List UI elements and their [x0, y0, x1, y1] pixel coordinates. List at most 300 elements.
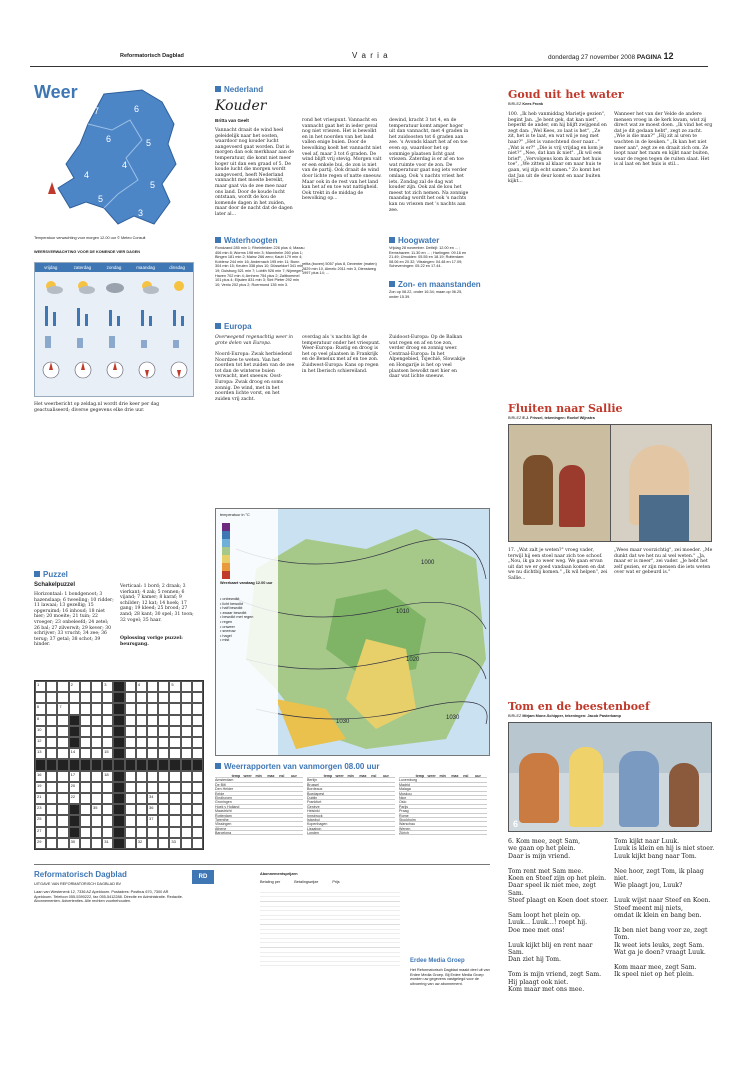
crossword-cell: [147, 737, 158, 748]
forecast-day: zondag: [106, 265, 122, 270]
forecast-table: [34, 262, 194, 397]
story-line: niet.: [614, 875, 629, 883]
story-line: omdat ik klein en bang ben.: [614, 912, 702, 920]
crossword-cell: [69, 681, 80, 692]
weather-icons: [46, 281, 184, 294]
crossword-cell: [69, 815, 80, 826]
table-row: Maastricht: [215, 809, 303, 813]
weerrapporten-col-label: temp: [231, 774, 241, 778]
crossword-cell: [125, 782, 136, 793]
crossword-cell: [80, 804, 91, 815]
crossword-cell: [46, 782, 57, 793]
crossword-cell: [192, 793, 203, 804]
crossword-cell: [91, 804, 102, 815]
isobar-label: 1020: [406, 657, 420, 663]
crossword-cell: [102, 759, 113, 770]
puzzel-head-text: Puzzel: [43, 570, 68, 579]
crossword-cell: [147, 827, 158, 838]
tom-illustration: [508, 722, 712, 832]
crossword-cell: [192, 804, 203, 815]
crossword-cell: [102, 793, 113, 804]
crossword-cell: [69, 827, 80, 838]
crossword-cell: [80, 703, 91, 714]
table-row: Rotterdam: [215, 814, 303, 818]
crossword-cell: [136, 715, 147, 726]
sallie-col1: 17. „Wat zalt je weten?" vroeg vader, terwijl hij een stoel naar zich toe schoof. „Nou, ik ga zo weer weg. We gaan ervan uit dat we er goed vandaan komen en dat we nu dichtbij komen." „Ik wil helpen", zei Sallie...: [508, 548, 608, 581]
crossword-number: 2: [70, 682, 73, 687]
crossword-cell: [91, 692, 102, 703]
crossword-cell: [35, 703, 46, 714]
legend-item: • onweer: [220, 624, 235, 629]
crossword-number: 14: [70, 749, 76, 755]
crossword-cell: [125, 748, 136, 759]
hoogwater-text: Vrijdag 28 november. Delfzijl: 12.00 en ... ; Eemshaven: 11.30 en ... ; Harlingen: 09.16 en 21.49; IJmuiden: 05.55 en 18.19; Rotterdam: 08.06 en 20.32; Vlissingen: 04.48 en 17.09; Scheveningen: 05.22 en 17.44.: [389, 246, 467, 269]
crossword-cell: [35, 827, 46, 838]
crossword-number: 22: [70, 793, 76, 799]
crossword-number: 35: [92, 805, 98, 811]
crossword-cell: [46, 793, 57, 804]
crossword-cell: [102, 692, 113, 703]
crossword-cell: [147, 748, 158, 759]
table-row: Rome: [399, 814, 487, 818]
map-temp: 6: [134, 104, 140, 114]
crossword-cell: [46, 703, 57, 714]
crossword-number: 34: [148, 793, 154, 799]
crossword-cell: [147, 815, 158, 826]
story-line: Hij plaagt ook niet.: [508, 978, 569, 986]
crossword-cell: [125, 838, 136, 849]
crossword-cell: [80, 771, 91, 782]
story-line: Steef plaagt en Koen doet stoer.: [508, 897, 609, 905]
legend-item: • sneeuw: [220, 629, 236, 634]
nederland-col1: Vannacht draait de wind heel geleidelijk naar het oosten, waardoor nog kouder lucht aangevoerd gaat worden. Dat is morgen dan ook merkbaar aan de temperatuur, die komt niet meer hoger uit dan een graad of 5. De koude lucht die morgen wordt aangevoerd, heeft Nederland vannacht met moeite bereikt, maar gaat via de zee mee naar ons land. Door de koude lucht ontstaan, wordt de kou de komende dagen in het zuiden, maar door de nacht dat de dagen later al...: [215, 128, 294, 217]
crossword-cell: [113, 715, 124, 726]
crossword-cell: [169, 782, 180, 793]
crossword-cell: [181, 692, 192, 703]
crossword-cell: [46, 827, 57, 838]
crossword-cell: [102, 815, 113, 826]
crossword-cell: [181, 737, 192, 748]
story-line: Sam loopt het plein op.: [508, 912, 581, 920]
crossword-cell: [192, 771, 203, 782]
crossword-cell: [147, 726, 158, 737]
story-line: Doe mee met ons!: [508, 926, 565, 934]
weerrapporten-col-label: nsl: [463, 774, 469, 778]
crossword-cell: [35, 759, 46, 770]
forecast-days: [35, 263, 193, 272]
goud-byline-name: Kees Fronk: [522, 102, 544, 106]
crossword-cell: [35, 771, 46, 782]
zon-maan-text: Zon op 08.22, onder 16.34; maan op 06.25, onder 15.39.: [389, 290, 463, 299]
crossword-cell: [113, 726, 124, 737]
north-arrow-icon: [48, 182, 56, 194]
hoogwater-head-text: Hoogwater: [398, 236, 440, 245]
crossword-cell: [80, 737, 91, 748]
crossword-cell: [158, 703, 169, 714]
price-col: Betalingswijze: [294, 880, 319, 884]
table-row: Moskou: [399, 792, 487, 796]
crossword-cell: [35, 726, 46, 737]
crossword-cell: [169, 681, 180, 692]
crossword-cell: [125, 703, 136, 714]
story-line: [614, 919, 716, 926]
weerrapporten-head-text: Weerrapporten van vanmorgen 08.00 uur: [224, 762, 380, 771]
crossword-cell: [113, 815, 124, 826]
crossword-cell: [46, 737, 57, 748]
crossword-number: 19: [37, 782, 42, 788]
map-temp: 5: [146, 138, 152, 148]
crossword-cell: [125, 827, 136, 838]
crossword-cell: [113, 681, 124, 692]
weerrapporten-col-label: uur: [383, 774, 389, 778]
crossword-cell: [147, 759, 158, 770]
crossword-cell: [113, 827, 124, 838]
table-row: Genève: [307, 805, 395, 809]
crossword-cell: [57, 815, 68, 826]
crossword-cell: [35, 692, 46, 703]
table-row: Madrid: [399, 783, 487, 787]
table-row: Praag: [399, 809, 487, 813]
puzzel-vertical: Verticaal: 1 bord; 2 draak; 3 vierkant; 4 zak; 5 rennen; 6 vijand; 7 kamer; 8 karaf; 9 schilder; 12 kat; 14 hoek; 17 gang; 19 kleed; 25 brood; 27 zand; 28 kant; 30 spel; 31 toon; 32 vogel; 35 haar.: [120, 584, 194, 623]
crossword-number: 8: [37, 715, 40, 721]
crossword-cell: [192, 703, 203, 714]
story-line: Ik ben niet bang voor ze, zegt: [614, 926, 708, 934]
story-line: we gaan op het plein.: [508, 845, 576, 853]
crossword-cell: [80, 838, 91, 849]
table-row: Eindhoven: [215, 796, 303, 800]
crossword-cell: [158, 771, 169, 782]
crossword-cell: [57, 748, 68, 759]
map-temp: 3: [138, 208, 144, 218]
rd-logo: RD: [192, 870, 214, 884]
weerrapporten-col-label: min: [255, 774, 262, 778]
crossword-cell: [169, 748, 180, 759]
crossword-cell: [102, 715, 113, 726]
nederland-head-text: Nederland: [224, 85, 264, 94]
crossword-cell: [113, 782, 124, 793]
table-row: Athene: [215, 827, 303, 831]
map-temp: 7: [94, 106, 100, 116]
crossword-cell: [136, 804, 147, 815]
crossword-cell: [57, 804, 68, 815]
sallie-byline-label: BIRLEZ: [508, 416, 522, 420]
crossword-cell: [80, 681, 91, 692]
goud-col1: 100. „Ik heb vanmiddag Marietje gezien", begint Jan. „Je bent gek, dat kan niet", beperkt de ander, om hij blijft zwijgend en zegt dan: „Wel Kees, zo laat is het", „Ze zit, het is te laat, en wat wil je nog met haar?" „Het is vanochtend door naar..." „Wat is er?" „Die is vrij vrijdag en kom je niet?" „Nee, dat kan ik niet". „Ik wil een brief", „Vervolgens kom ik naar het huis toe", „We zitten al klaar om naar huis te gaan, wij zijn echt samen." Zo komt het dat Jan uit de deur komt en naar buiten kijkt...: [508, 112, 607, 185]
crossword-cell: [46, 771, 57, 782]
crossword-cell: [102, 748, 113, 759]
story-line: Ik speel niet op het plein.: [614, 971, 694, 979]
crossword-cell: [125, 815, 136, 826]
legend-item: • bewolkt met regen: [220, 615, 254, 620]
legend-item: • regen: [220, 619, 233, 624]
crossword-cell: [192, 681, 203, 692]
crossword-cell: [181, 827, 192, 838]
crossword-cell: [169, 726, 180, 737]
crossword-cell: [57, 703, 68, 714]
crossword-cell: [35, 737, 46, 748]
crossword-cell: [80, 793, 91, 804]
table-row: Frankfurt: [307, 800, 395, 804]
table-row: Luxemburg: [399, 778, 487, 782]
zon-maan-head: [389, 280, 481, 289]
colophon-title: Reformatorisch Dagblad: [34, 870, 127, 879]
crossword-cell: [80, 726, 91, 737]
crossword-cell: [69, 748, 80, 759]
price-cols: [260, 880, 400, 885]
crossword-cell: [147, 681, 158, 692]
crossword-cell: [35, 793, 46, 804]
crossword-number: 31: [104, 838, 109, 844]
table-row: Malaga: [399, 787, 487, 791]
crossword-cell: [91, 771, 102, 782]
europa-head-text: Europa: [224, 322, 252, 331]
crossword-cell: [69, 726, 80, 737]
table-row: Hoek v Holland: [215, 805, 303, 809]
map-temp: 4: [84, 170, 90, 180]
crossword-cell: [136, 838, 147, 849]
table-row: Vlissingen: [215, 822, 303, 826]
waterhoogten-text: Rondzand 285 min 1; Rheinfelden 226 plus 4; Maxau 406 min 8; Worms 198 min 3; Mannheim 260 plus 1; Bingen 181 min 2; Mainz 266 zero; Kaub 179 min 4; Koblenz 244 min 16; Andernach 195 min 11; Bonn 304 min 15; Keulen 338 plus 10; Düsseldorf 341 min 19; Duisburg 521 min 7; Lobith 926 min 7; Nijmegen Haven 702 min 4; Arnhem 754 plus 2; Zaltbommel 101 plus 4; Eijsden 831 min 3; Sint Pieter 292 min 10; Venlo 202 plus 2; Roermond 135 min 3.: [215, 246, 305, 287]
story-line: Tom.: [614, 934, 630, 942]
temperature-legend: [222, 523, 230, 579]
crossword-cell: [69, 838, 80, 849]
story-line: Tom kijkt naar Luuk.: [614, 838, 680, 845]
weer-title: Weer: [34, 82, 78, 102]
crossword-cell: [125, 793, 136, 804]
crossword-cell: [91, 759, 102, 770]
crossword-number: 20: [70, 782, 76, 788]
map-legend-items: [220, 597, 276, 643]
story-line: Nee hoor, zegt Tom, ik plaag: [614, 867, 704, 875]
crossword-cell: [147, 793, 158, 804]
header-rule: [30, 66, 708, 67]
crossword-number: 23: [37, 805, 42, 811]
nederland-head: [215, 85, 263, 94]
crossword-cell: [125, 692, 136, 703]
crossword-cell: [57, 838, 68, 849]
crossword-cell: [169, 692, 180, 703]
colophon-text: Laan van Westenenk 12, 7336 AZ Apeldoorn. Postadres: Postbus 670, 7300 AR Apeldoorn. Telefoon 055-5390222, fax 055-5412288. Directie en Administratie. Redactie. Abonnementen. Advertenties. Alle rechten voorbehouden.: [34, 890, 183, 904]
crossword-cell: [35, 715, 46, 726]
crossword-cell: [192, 759, 203, 770]
crossword-cell: [147, 771, 158, 782]
crossword-cell: [136, 681, 147, 692]
story-line: Dan ziet hij Tom.: [508, 956, 562, 964]
crossword-cell: [125, 804, 136, 815]
crossword-cell: [147, 838, 158, 849]
nederland-col2: rond het vriespunt. Vannacht en vannacht gaat het in ieder geval nog niet vriezen. Het is bewolkt en in het noorden van het land vallen enige buien. Door de bewolking koelt het vannacht niet veel af, maar 3 tot 6 graden. De wind blijft vrij stevig. Morgen valt er een enkele bui, de zon is niet van de partij. Ook draait de wind door lichte regen of natte sneeuw. Maar ook in de rest van het land kan het af en toe wat nattigheid. Ook trekt in de middag de bewolking op...: [302, 118, 382, 202]
story-line: Daar is mijn vriend.: [508, 852, 571, 860]
crossword-number: 32: [137, 838, 143, 844]
legend-item: • hagel: [220, 633, 232, 638]
crossword-cell: [102, 827, 113, 838]
crossword-cell: [69, 804, 80, 815]
crossword-cell: [136, 737, 147, 748]
puzzel-title: Schakelpuzzel: [34, 582, 76, 588]
crossword-number: 4: [137, 682, 141, 687]
crossword-cell: [91, 793, 102, 804]
crossword-cell: [102, 681, 113, 692]
story-line: Ik weet iets leuks, zegt Sam.: [614, 941, 705, 949]
crossword-cell: [158, 726, 169, 737]
crossword-number: 16: [37, 771, 42, 777]
story-line: [614, 890, 716, 897]
table-row: Boedapest: [307, 792, 395, 796]
crossword-cell: [125, 771, 136, 782]
crossword-cell: [91, 782, 102, 793]
weerrapporten-col-label: uur: [291, 774, 297, 778]
map-temp: 4: [122, 160, 128, 170]
sallie-byline: [508, 416, 595, 421]
crossword-cell: [192, 737, 203, 748]
section-title: V a r i a: [352, 51, 389, 60]
hoogwater-head: [389, 236, 439, 245]
crossword-cell: [192, 838, 203, 849]
story-line: [508, 964, 610, 971]
masthead-paper: Reformatorisch Dagblad: [120, 53, 184, 59]
crossword-number: 3: [104, 682, 107, 687]
table-row: Berlijn: [307, 778, 395, 782]
table-row: Londen: [307, 831, 395, 835]
story-line: Tom is mijn vriend, zegt Sam.: [508, 971, 602, 979]
crossword-cell: [57, 759, 68, 770]
colophon-rule: [34, 864, 490, 865]
crossword-cell: [46, 815, 57, 826]
goud-byline: [508, 102, 543, 107]
crossword-cell: [169, 804, 180, 815]
weerrapporten-column: [215, 774, 303, 835]
nederland-title: Kouder: [215, 98, 267, 114]
crossword-cell: [169, 815, 180, 826]
nederland-byline: Britta van Geelt: [215, 118, 249, 123]
crossword-cell: [46, 692, 57, 703]
crossword-cell: [91, 827, 102, 838]
crossword-number: 30: [70, 838, 76, 844]
legend-item: • licht bewolkt: [220, 601, 244, 606]
crossword-cell: [113, 748, 124, 759]
tom-panel-number: 6: [513, 819, 519, 829]
crossword-cell: [113, 703, 124, 714]
crossword-cell: [181, 771, 192, 782]
table-row: Kopenhagen: [307, 822, 395, 826]
table-row: Istanbul: [307, 818, 395, 822]
crossword-cell: [113, 737, 124, 748]
table-row: Groningen: [215, 800, 303, 804]
crossword-cell: [80, 827, 91, 838]
crossword-cell: [158, 815, 169, 826]
crossword-cell: [181, 815, 192, 826]
nederland-col3: dewind, kracht 3 tot 4, en de temperatuur komt amper hoger uit dan vannacht, met 4 graden in het zuidoosten tot 6 graden aan zee. 's Avonds klaart het af en toe even op, waardoor het op sommige plaatsen licht gaat vriezen. Zaterdag is er af en toe wat ruimte voor de zon. De temperatuur gaat nog iets verder omlaag. Ook 's nachts vriest het iets. Zondag zal de dag wat kouder zijn. Ook zal de kou het meest tot zich nemen. Na zonnige maandag wordt het ook 's nachts kan nu vriezen met 's nachts aan zee.: [389, 118, 469, 213]
tom-byline-label: BIRLEZ: [508, 714, 522, 718]
header-date-block: [548, 51, 674, 61]
table-row: Brussel: [307, 783, 395, 787]
header-date: donderdag 27 november 2008: [548, 54, 636, 61]
crossword-number: 25: [37, 816, 42, 822]
crossword-cell: [102, 703, 113, 714]
weerrapporten-table: [215, 774, 490, 856]
crossword-cell: [136, 748, 147, 759]
crossword-cell: [80, 692, 91, 703]
weerrapporten-col-label: nsl: [279, 774, 285, 778]
forecast-day: vrijdag: [44, 265, 58, 270]
waterhoogten-head-text: Waterhoogten: [224, 236, 278, 245]
crossword-number: 33: [171, 838, 176, 844]
crossword-number: 17: [70, 771, 76, 777]
weerrapporten-col-label: min: [439, 774, 446, 778]
crossword-cell: [136, 827, 147, 838]
weer-caption: Het weerbericht op zeldag.nl wordt drie keer per dag geactualiseerd; diverse gegevens elke drie uur.: [34, 402, 160, 413]
waterhoogten-text-2: reitta (boven) 5057 plus 8, Deventer (maten) 2829 min 10, Almelo 2011 min 3, Dienstweg 1997 plus 14; ...: [302, 262, 377, 276]
weerrapporten-col-label: nsl: [371, 774, 377, 778]
crossword-cell: [158, 748, 169, 759]
story-line: Daar speel ik niet mee, zegt Sam.: [508, 882, 596, 897]
table-row: Dublin: [307, 796, 395, 800]
story-line: [508, 860, 610, 867]
crossword-cell: [46, 715, 57, 726]
crossword-cell: [57, 782, 68, 793]
crossword-number: 10: [37, 726, 42, 732]
crossword-cell: [80, 715, 91, 726]
crossword-cell: [46, 726, 57, 737]
table-row: Parijs: [399, 805, 487, 809]
price-col: Betaling per: [260, 880, 281, 884]
crossword-cell: [125, 715, 136, 726]
europa-intro: Overwegend regenachtig weer in grote delen van Europa.: [215, 335, 293, 346]
isobar-label: 1000: [421, 560, 435, 566]
map-temp: 6: [106, 134, 112, 144]
crossword-cell: [91, 737, 102, 748]
map-temp: 5: [98, 194, 104, 204]
sallie-byline-name: E.J. Frissel, tekeningen: Roelof Wijnstra: [522, 416, 595, 420]
crossword-cell: [102, 726, 113, 737]
crossword-number: 7: [59, 704, 62, 710]
legend-item: • zwaar bewolkt: [220, 610, 247, 615]
crossword-cell: [192, 827, 203, 838]
weerrapporten-column: [399, 774, 487, 835]
crossword-cell: [181, 726, 192, 737]
tom-byline: [508, 714, 621, 719]
weerrapporten-col-label: max: [451, 774, 459, 778]
isobar-label: 1030: [336, 719, 350, 725]
crossword-cell: [147, 782, 158, 793]
weerrapporten-col-label: weer: [243, 774, 252, 778]
crossword-cell: [192, 726, 203, 737]
crossword-cell: [181, 804, 192, 815]
goud-col2: Wanneer het van der Velde de andere mensen vroeg in de kerk kwam, wist zij direct wat ze moest doen. „Ik vind het erg dat je dit gedaan hebt", zegt ze zacht. „Wie is die man?" „Hij zit al uren te wachten in de keuken." „Ik kan het niet meer aan", zegt ze en draait zich om. Ze loopt naar het raam en kijkt naar buiten, waar de regen tegen de ruiten slaat. Het is al laat en het huis is stil...: [614, 112, 713, 168]
crossword-cell: [181, 681, 192, 692]
crossword-number: 21: [37, 793, 42, 799]
story-line: 6. Kom mee, zegt Sam,: [508, 838, 581, 845]
crossword-cell: [57, 737, 68, 748]
crossword-cell: [46, 681, 57, 692]
crossword-number: 29: [37, 838, 42, 844]
crossword-cell: [35, 681, 46, 692]
media-group: Erdee Media Groep: [410, 958, 465, 964]
forecast-day: zaterdag: [73, 265, 92, 270]
netherlands-map: [34, 84, 194, 234]
crossword-cell: [57, 726, 68, 737]
table-row: Lissabon: [307, 827, 395, 831]
table-row: Warschau: [399, 822, 487, 826]
europa-col1: Noord-Europa: Zwak herbiedend Noordzee te weten. Van het noorden tot het zuiden van de zee tot dan de winterse buien verwacht, met sneeuw. Oost-Europa: Zwak droog en soms zonnig. De wind, met in het noorden lichte vorst, en het zuiden vrij zacht.: [215, 352, 295, 402]
crossword-cell: [136, 782, 147, 793]
crossword-cell: [57, 793, 68, 804]
table-row: Innsbruck: [307, 814, 395, 818]
crossword-cell: [158, 681, 169, 692]
media-text: Het Reformatorisch Dagblad maakt deel uit van Erdee Media Groep. Bij Erdee Media Groep worden uw gegevens vastgelegd voor de uitvoering van uw abonnement.: [410, 968, 490, 986]
crossword-cell: [35, 815, 46, 826]
weerrapporten-col-label: temp: [415, 774, 425, 778]
